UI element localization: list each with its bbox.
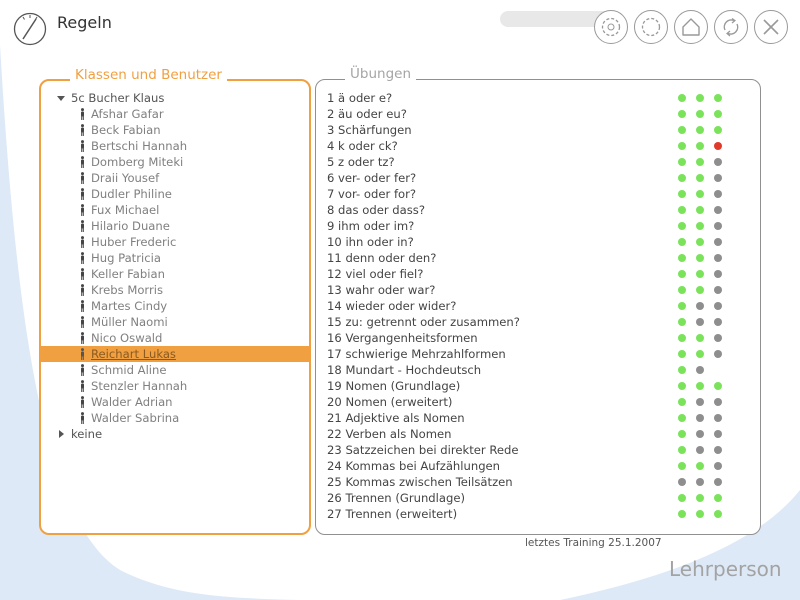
student-name: Bertschi Hannah — [91, 139, 188, 153]
exercise-item[interactable] — [327, 154, 747, 170]
person-icon — [80, 156, 85, 168]
status-dot-gray — [696, 478, 704, 486]
status-dot-gray — [714, 446, 722, 454]
gear-icon — [638, 14, 664, 40]
student-item[interactable] — [41, 346, 309, 362]
student-item[interactable] — [41, 394, 309, 410]
person-icon — [80, 348, 85, 360]
status-dot-gray — [714, 478, 722, 486]
status-dot-green — [678, 190, 686, 198]
student-name: Keller Fabian — [91, 267, 165, 281]
status-dot-green — [696, 462, 704, 470]
status-dot-green — [696, 110, 704, 118]
status-dot-green — [678, 270, 686, 278]
status-dot-gray — [714, 398, 722, 406]
role-label: Lehrperson — [669, 557, 782, 581]
status-dot-green — [696, 190, 704, 198]
last-training-date: letztes Training 25.1.2007 — [525, 537, 662, 549]
settings-button[interactable] — [594, 10, 628, 44]
status-dot-gray — [714, 286, 722, 294]
student-name: Stenzler Hannah — [91, 379, 188, 393]
status-dot-green — [696, 286, 704, 294]
exercise-label: 17 schwierige Mehrzahlformen — [327, 347, 506, 361]
exercise-item[interactable] — [327, 106, 747, 122]
status-dot-green — [678, 510, 686, 518]
person-icon — [80, 284, 85, 296]
status-dot-green — [714, 510, 722, 518]
exercise-label: 26 Trennen (Grundlage) — [327, 491, 465, 505]
student-item[interactable] — [41, 122, 309, 138]
status-dot-gray — [696, 398, 704, 406]
exercise-label: 24 Kommas bei Aufzählungen — [327, 459, 501, 473]
student-name: Reichart Lukas — [91, 347, 176, 361]
exercises-panel-title: Übungen — [345, 66, 416, 82]
status-dot-green — [678, 254, 686, 262]
person-icon — [80, 108, 85, 120]
person-icon — [80, 364, 85, 376]
class-tree — [41, 90, 309, 442]
status-dot-green — [696, 334, 704, 342]
status-dot-gray — [696, 446, 704, 454]
exercise-label: 23 Satzzeichen bei direkter Rede — [327, 443, 519, 457]
student-item[interactable] — [41, 298, 309, 314]
home-icon — [678, 14, 704, 40]
status-dot-green — [678, 126, 686, 134]
status-dot-green — [714, 382, 722, 390]
student-name: Walder Sabrina — [91, 411, 180, 425]
status-dot-green — [678, 494, 686, 502]
status-dot-green — [714, 494, 722, 502]
exercise-item[interactable] — [327, 186, 747, 202]
person-icon — [80, 236, 85, 248]
exercise-item[interactable] — [327, 330, 747, 346]
exercise-label: 13 wahr oder war? — [327, 283, 436, 297]
status-dot-green — [678, 286, 686, 294]
status-dot-green — [696, 206, 704, 214]
exercise-label: 22 Verben als Nomen — [327, 427, 452, 441]
home-button[interactable] — [674, 10, 708, 44]
student-item[interactable] — [41, 234, 309, 250]
status-dot-green — [696, 350, 704, 358]
status-dot-gray — [714, 350, 722, 358]
person-icon — [80, 204, 85, 216]
status-dot-green — [678, 110, 686, 118]
status-dot-gray — [714, 302, 722, 310]
exercises-panel — [315, 66, 761, 535]
status-dot-green — [678, 350, 686, 358]
status-dot-green — [678, 158, 686, 166]
status-dot-green — [696, 270, 704, 278]
status-dot-gray — [714, 190, 722, 198]
status-dot-green — [696, 126, 704, 134]
group-name: keine — [71, 427, 103, 441]
status-dot-green — [678, 334, 686, 342]
person-icon — [80, 268, 85, 280]
exercise-label: 14 wieder oder wider? — [327, 299, 457, 313]
status-dot-green — [678, 94, 686, 102]
exercise-label: 25 Kommas zwischen Teilsätzen — [327, 475, 513, 489]
student-item[interactable] — [41, 170, 309, 186]
student-name: Draii Yousef — [91, 171, 160, 185]
exercise-label: 27 Trennen (erweitert) — [327, 507, 458, 521]
status-dot-green — [696, 510, 704, 518]
classes-panel — [39, 67, 311, 535]
exercise-label: 10 ihn oder in? — [327, 235, 414, 249]
status-dot-green — [714, 110, 722, 118]
exercise-label: 4 k oder ck? — [327, 139, 398, 153]
exercise-item[interactable] — [327, 314, 747, 330]
status-dot-gray — [714, 206, 722, 214]
exercise-label: 18 Mundart - Hochdeutsch — [327, 363, 482, 377]
status-dot-green — [714, 126, 722, 134]
exercise-item[interactable] — [327, 474, 747, 490]
app-title: Regeln — [57, 13, 112, 32]
status-dot-green — [696, 238, 704, 246]
exercise-item[interactable] — [327, 298, 747, 314]
exercise-label: 2 äu oder eu? — [327, 107, 407, 121]
status-dot-gray — [714, 270, 722, 278]
exercise-item[interactable] — [327, 202, 747, 218]
status-dot-green — [696, 254, 704, 262]
exercise-item[interactable] — [327, 506, 747, 522]
status-dot-green — [678, 142, 686, 150]
status-dot-green — [678, 174, 686, 182]
person-icon — [80, 220, 85, 232]
student-item[interactable] — [41, 330, 309, 346]
exercise-item[interactable] — [327, 170, 747, 186]
status-dot-gray — [714, 174, 722, 182]
exercise-item[interactable] — [327, 122, 747, 138]
exercise-item[interactable] — [327, 90, 747, 106]
person-icon — [80, 172, 85, 184]
status-dot-green — [678, 222, 686, 230]
person-icon — [80, 252, 85, 264]
exercise-item[interactable] — [327, 378, 747, 394]
person-icon — [80, 124, 85, 136]
person-icon — [80, 316, 85, 328]
person-icon — [80, 396, 85, 408]
person-icon — [80, 140, 85, 152]
status-dot-green — [696, 94, 704, 102]
student-name: Krebs Morris — [91, 283, 164, 297]
exercise-item[interactable] — [327, 410, 747, 426]
exercise-item[interactable] — [327, 138, 747, 154]
status-dot-green — [696, 158, 704, 166]
refresh-button[interactable] — [714, 10, 748, 44]
status-dot-gray — [714, 222, 722, 230]
status-dot-green — [678, 366, 686, 374]
exercise-label: 8 das oder dass? — [327, 203, 425, 217]
expand-icon[interactable] — [57, 96, 65, 101]
student-name: Fux Michael — [91, 203, 160, 217]
status-dot-gray — [696, 414, 704, 422]
student-name: Martes Cindy — [91, 299, 168, 313]
refresh-icon — [718, 14, 744, 40]
exercise-label: 20 Nomen (erweitert) — [327, 395, 453, 409]
student-name: Schmid Aline — [91, 363, 167, 377]
exercise-item[interactable] — [327, 234, 747, 250]
student-item[interactable] — [41, 314, 309, 330]
exercise-label: 21 Adjektive als Nomen — [327, 411, 465, 425]
student-item[interactable] — [41, 266, 309, 282]
status-dot-green — [678, 430, 686, 438]
status-dot-green — [678, 302, 686, 310]
status-dot-green — [696, 222, 704, 230]
student-item[interactable] — [41, 186, 309, 202]
status-dot-green — [678, 318, 686, 326]
options-button[interactable] — [634, 10, 668, 44]
person-icon — [80, 188, 85, 200]
close-icon — [758, 14, 784, 40]
exercise-label: 5 z oder tz? — [327, 155, 395, 169]
toolbar — [594, 10, 788, 44]
status-dot-green — [696, 494, 704, 502]
status-dot-gray — [714, 238, 722, 246]
exercise-item[interactable] — [327, 458, 747, 474]
exercise-label: 6 ver- oder fer? — [327, 171, 417, 185]
exercise-label: 12 viel oder fiel? — [327, 267, 424, 281]
class-name: 5c Bucher Klaus — [71, 91, 165, 105]
exercise-label: 9 ihm oder im? — [327, 219, 415, 233]
exercise-item[interactable] — [327, 362, 747, 378]
status-dot-green — [696, 142, 704, 150]
student-name: Huber Frederic — [91, 235, 177, 249]
person-icon — [80, 412, 85, 424]
exercise-item[interactable] — [327, 442, 747, 458]
status-dot-gray — [696, 318, 704, 326]
status-dot-gray — [696, 366, 704, 374]
exercise-label: 16 Vergangenheitsformen — [327, 331, 478, 345]
status-dot-gray — [696, 430, 704, 438]
exercise-item[interactable] — [327, 426, 747, 442]
student-name: Dudler Philine — [91, 187, 172, 201]
status-dot-green — [678, 206, 686, 214]
status-dot-gray — [678, 478, 686, 486]
status-dot-green — [678, 414, 686, 422]
status-dot-gray — [714, 334, 722, 342]
exercise-label: 7 vor- oder for? — [327, 187, 417, 201]
exercise-item[interactable] — [327, 490, 747, 506]
status-dot-gray — [696, 302, 704, 310]
status-dot-green — [678, 398, 686, 406]
status-dot-gray — [714, 414, 722, 422]
app-logo-icon — [13, 12, 47, 46]
close-button[interactable] — [754, 10, 788, 44]
student-name: Beck Fabian — [91, 123, 161, 137]
settings-icon — [598, 14, 624, 40]
exercise-list — [327, 90, 747, 522]
exercise-item[interactable] — [327, 346, 747, 362]
status-dot-gray — [714, 158, 722, 166]
status-dot-gray — [714, 462, 722, 470]
student-item[interactable] — [41, 410, 309, 426]
status-dot-green — [696, 382, 704, 390]
status-dot-gray — [714, 430, 722, 438]
status-dot-green — [678, 238, 686, 246]
group-node[interactable] — [41, 426, 309, 442]
student-name: Müller Naomi — [91, 315, 168, 329]
status-dot-green — [696, 174, 704, 182]
status-dot-red — [714, 142, 722, 150]
status-dot-gray — [714, 254, 722, 262]
student-name: Nico Oswald — [91, 331, 163, 345]
person-icon — [80, 300, 85, 312]
exercise-item[interactable] — [327, 394, 747, 410]
status-dot-green — [714, 94, 722, 102]
exercise-item[interactable] — [327, 266, 747, 282]
student-item[interactable] — [41, 218, 309, 234]
exercise-item[interactable] — [327, 250, 747, 266]
student-name: Hug Patricia — [91, 251, 161, 265]
class-node[interactable] — [41, 90, 309, 106]
student-name: Domberg Miteki — [91, 155, 184, 169]
student-name: Walder Adrian — [91, 395, 173, 409]
person-icon — [80, 380, 85, 392]
exercise-item[interactable] — [327, 282, 747, 298]
status-dot-gray — [714, 318, 722, 326]
student-item[interactable] — [41, 106, 309, 122]
status-dot-green — [678, 446, 686, 454]
exercise-label: 15 zu: getrennt oder zusammen? — [327, 315, 520, 329]
exercise-label: 11 denn oder den? — [327, 251, 437, 265]
exercise-label: 19 Nomen (Grundlage) — [327, 379, 461, 393]
student-item[interactable] — [41, 154, 309, 170]
classes-panel-title: Klassen und Benutzer — [70, 67, 227, 83]
student-item[interactable] — [41, 362, 309, 378]
expand-icon[interactable] — [59, 430, 64, 438]
status-dot-green — [678, 382, 686, 390]
student-item[interactable] — [41, 378, 309, 394]
person-icon — [80, 332, 85, 344]
student-item[interactable] — [41, 282, 309, 298]
status-dot-green — [678, 462, 686, 470]
student-item[interactable] — [41, 250, 309, 266]
student-name: Hilario Duane — [91, 219, 170, 233]
student-item[interactable] — [41, 202, 309, 218]
student-item[interactable] — [41, 138, 309, 154]
exercise-label: 1 ä oder e? — [327, 91, 393, 105]
exercise-item[interactable] — [327, 218, 747, 234]
exercise-label: 3 Schärfungen — [327, 123, 412, 137]
student-name: Afshar Gafar — [91, 107, 164, 121]
